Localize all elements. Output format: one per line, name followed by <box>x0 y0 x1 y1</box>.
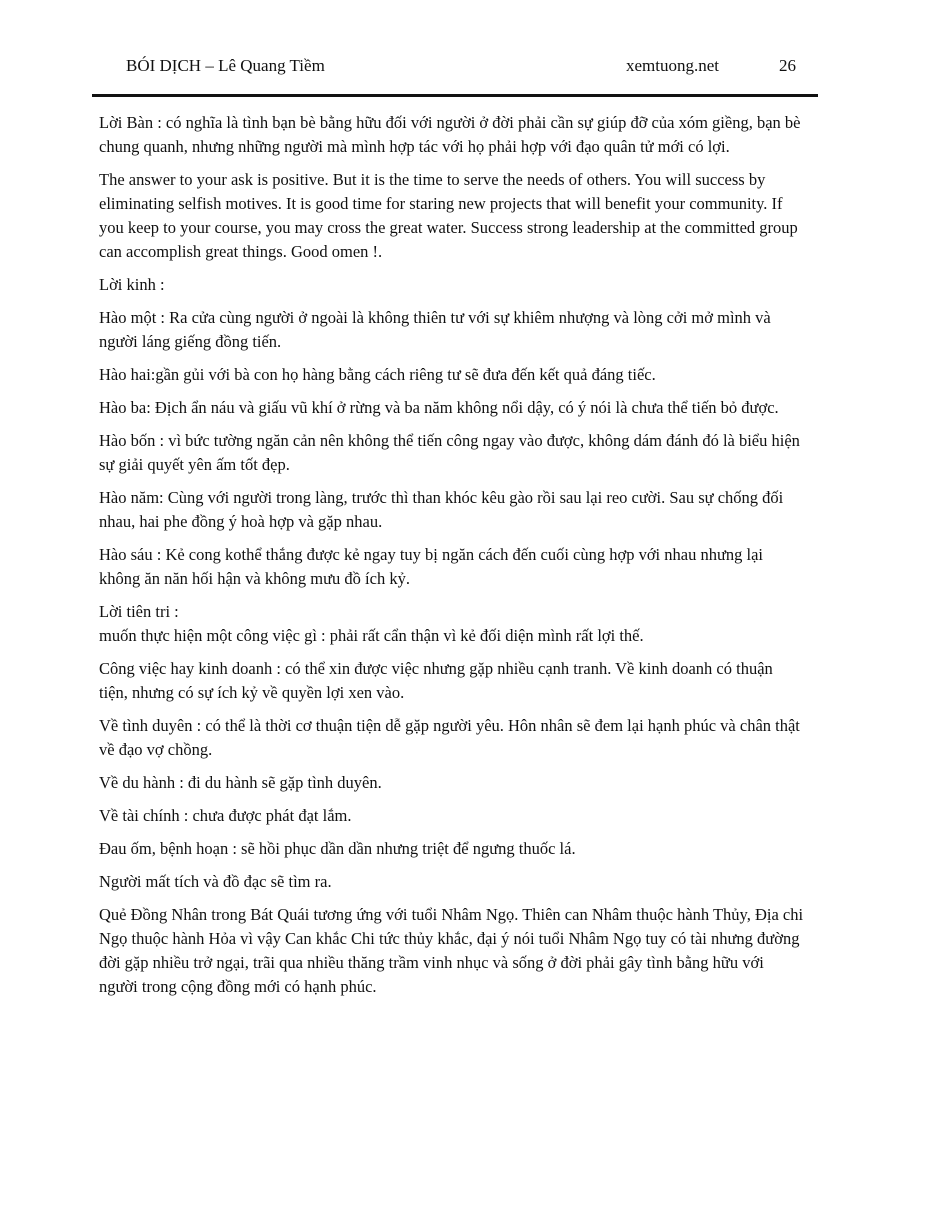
paragraph-hao-hai: Hào hai:gần gủi với bà con họ hàng bằng cách riêng tư sẽ đưa đến kết quả đáng tiếc. <box>99 365 656 384</box>
paragraph-kinh-doanh: Công việc hay kinh doanh : có thể xin được việc nhưng gặp nhiều cạnh tranh. Về kinh doanh có thuận tiện, nhưng có sự ích kỷ về quyền lợi xen vào. <box>99 659 773 702</box>
document-title: BÓI DỊCH – Lê Quang Tiềm <box>126 56 325 75</box>
paragraph-hao-sau: Hào sáu : Kẻ cong kothể thắng được kẻ ngay tuy bị ngăn cách đến cuối cùng hợp với nhau nhưng lại không ăn năn hối hận và không mưu đồ ích kỷ. <box>99 545 764 588</box>
paragraph-que-dong-nhan: Quẻ Đồng Nhân trong Bát Quái tương ứng với tuổi Nhâm Ngọ. Thiên can Nhâm thuộc hành Thủy, Địa chi Ngọ thuộc hành Hỏa vì vậy Can khắc Chi tức thủy khắc, đại ý nói tuổi Nhâm Ngọ tuy có tài nhưng đường đời gặp nhiều trở ngại, trãi qua nhiều thăng trầm vinh nhục và sống ở đời phải gây tình bằng hữu với người trong cộng đồng mới có hạnh phúc. <box>99 905 804 996</box>
paragraph-hao-bon: Hào bốn : vì bức tường ngăn cản nên không thể tiến công ngay vào được, không dám đánh đó là biểu hiện sự giải quyết yên ấm tốt đẹp. <box>99 431 800 474</box>
page-body <box>99 111 804 1008</box>
paragraph-hao-nam: Hào năm: Cùng với người trong làng, trước thì than khóc kêu gào rồi sau lại reo cười. Sau sự chống đối nhau, hai phe đồng ý hoà hợp và gặp nhau. <box>99 488 784 531</box>
paragraph-du-hanh: Về du hành : đi du hành sẽ gặp tình duyên. <box>99 773 382 792</box>
paragraph-dau-om: Đau ốm, bệnh hoạn : sẽ hồi phục dần dần nhưng triệt để ngưng thuốc lá. <box>99 839 576 858</box>
paragraph-loi-ban: Lời Bàn : có nghĩa là tình bạn bè bằng hữu đối với người ở đời phải cần sự giúp đỡ của xóm giềng, bạn bè chung quanh, nhưng những người mà mình hợp tác với họ phải hợp với đạo quân tử mới có lợi. <box>99 113 801 156</box>
paragraph-cong-viec-gi: muốn thực hiện một công việc gì : phải rất cẩn thận vì kẻ đối diện mình rất lợi thế. <box>99 626 644 645</box>
paragraph-mat-tich: Người mất tích và đồ đạc sẽ tìm ra. <box>99 872 332 891</box>
paragraph-tai-chinh: Về tài chính : chưa được phát đạt lắm. <box>99 806 352 825</box>
page-number: 26 <box>779 56 796 75</box>
page-header <box>0 56 935 82</box>
paragraph-hao-ba: Hào ba: Địch ẩn náu và giấu vũ khí ở rừng và ba năm không nổi dậy, có ý nói là chưa thể tiến bỏ được. <box>99 398 779 417</box>
paragraph-hao-mot: Hào một : Ra cửa cùng người ở ngoài là không thiên tư với sự khiêm nhượng và lòng cởi mở mình và người láng giếng đồng tiến. <box>99 308 771 351</box>
heading-loi-tien-tri: Lời tiên tri : <box>99 602 179 621</box>
header-rule <box>92 94 818 97</box>
website-name: xemtuong.net <box>626 56 720 75</box>
paragraph-english-answer: The answer to your ask is positive. But it is the time to serve the needs of others. You will success by eliminating selfish motives. It is good time for staring new projects that will benefit your community. If you keep to your course, you may cross the great water. Success strong leadership at the committed group can accomplish great things. Good omen !. <box>99 170 798 261</box>
paragraph-tinh-duyen: Về tình duyên : có thể là thời cơ thuận tiện dễ gặp người yêu. Hôn nhân sẽ đem lại hạnh phúc và chân thật về đạo vợ chồng. <box>99 716 800 759</box>
heading-loi-kinh: Lời kinh : <box>99 275 165 294</box>
